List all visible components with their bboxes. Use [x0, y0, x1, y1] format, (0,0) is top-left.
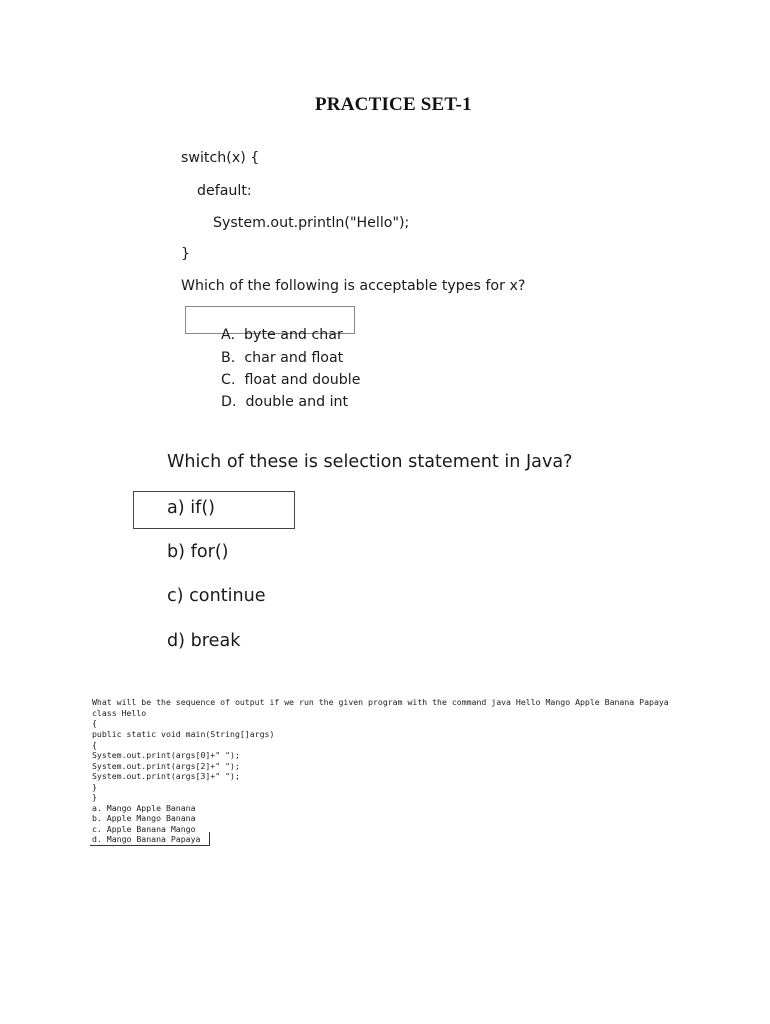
option-letter: C. — [221, 372, 236, 388]
option-b[interactable]: b) for() — [167, 542, 229, 562]
option-d[interactable]: d. Mango Banana Papaya — [92, 834, 201, 844]
option-d[interactable]: d) break — [167, 631, 241, 651]
option-b[interactable]: b. Apple Mango Banana — [92, 813, 196, 823]
code-line: System.out.print(args[0]+" "); — [92, 750, 240, 760]
option-a[interactable]: a) if() — [167, 498, 216, 518]
code-line: class Hello — [92, 708, 147, 718]
question-prompt: What will be the sequence of output if we run the given program with the command java Hello Mango Apple Banana Papaya — [92, 697, 669, 707]
code-line: default: — [197, 183, 252, 199]
option-a[interactable]: a. Mango Apple Banana — [92, 803, 196, 813]
code-line: System.out.print(args[3]+" "); — [92, 771, 240, 781]
code-line: { — [92, 740, 97, 750]
code-line: } — [181, 246, 191, 262]
code-line: } — [92, 792, 97, 802]
code-line: } — [92, 782, 97, 792]
option-d[interactable] — [203, 378, 348, 426]
option-text: float and double — [244, 372, 361, 388]
option-text: byte and char — [244, 327, 343, 343]
question-prompt: Which of these is selection statement in Java? — [167, 452, 573, 472]
code-line: public static void main(String[]args) — [92, 729, 275, 739]
code-line: { — [92, 718, 97, 728]
code-line: System.out.print(args[2]+" "); — [92, 761, 240, 771]
code-line: System.out.println("Hello"); — [213, 215, 410, 231]
question-prompt: Which of the following is acceptable types for x? — [181, 278, 526, 294]
option-c[interactable]: c) continue — [167, 586, 266, 606]
option-letter: D. — [221, 394, 237, 410]
option-text: char and float — [244, 350, 344, 366]
option-c[interactable]: c. Apple Banana Mango — [92, 824, 196, 834]
option-letter: B. — [221, 350, 236, 366]
page-title: PRACTICE SET-1 — [315, 94, 472, 115]
code-line: switch(x) { — [181, 150, 260, 166]
option-text: double and int — [245, 394, 349, 410]
option-letter: A. — [221, 327, 236, 343]
